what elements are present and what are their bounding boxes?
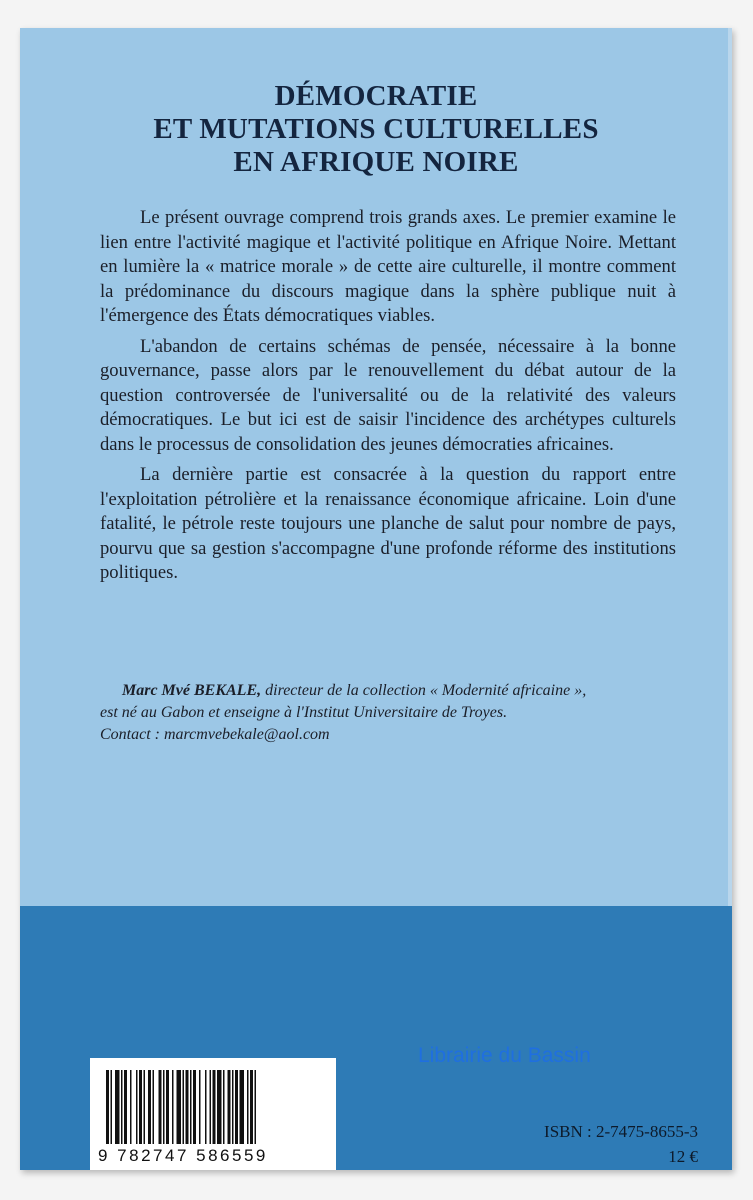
blurb [100, 206, 676, 592]
barcode-icon [106, 1070, 320, 1144]
barcode [90, 1058, 336, 1170]
author-name: Marc Mvé BEKALE, [122, 682, 262, 699]
price: 12 € [668, 1147, 698, 1166]
barcode-digits: 9 782747 586559 [98, 1146, 268, 1165]
blurb-paragraph-1: Le présent ouvrage comprend trois grands axes. Le premier examine le lien entre l'activité magique et l'activité politique en Afrique Noire. Mettant en lumière la « matrice morale » de cette aire culturelle, il montre comment la prédominance du discours magique dans la sphère publique nuit à l'émergence des États démocratiques viables. [100, 207, 676, 326]
author-contact: Contact : marcmvebekale@aol.com [100, 726, 330, 743]
blurb-paragraph-3: La dernière partie est consacrée à la question du rapport entre l'exploitation pétrolière et la renaissance économique africaine. Loin d'une fatalité, le pétrole reste toujours une planche de salut pour nombre de pays, pourvu que sa gestion s'accompagne d'une profonde réforme des institutions politiques. [100, 464, 676, 583]
author-bio [100, 680, 700, 746]
isbn: ISBN : 2-7475-8655-3 [544, 1122, 698, 1141]
blurb-paragraph-2: L'abandon de certains schémas de pensée, nécessaire à la bonne gouvernance, passe alors par le renouvellement du débat autour de la question controversée de l'universalité ou de la relativité des valeurs démocratiques. Le but ici est de saisir l'incidence des archétypes culturels dans le processus de consolidation des jeunes démocraties africaines. [100, 335, 676, 455]
author-line-2: est né au Gabon et enseigne à l'Institut Universitaire de Troyes. [100, 704, 508, 721]
author-role: directeur de la collection « Modernité africaine », [261, 682, 587, 699]
title-line-1: DÉMOCRATIE [274, 80, 478, 112]
author-line-1 [100, 680, 700, 702]
book-back-cover [20, 28, 732, 1170]
book-title [20, 80, 732, 179]
title-line-3: EN AFRIQUE NOIRE [233, 146, 519, 178]
watermark-text: Librairie du Bassin [418, 1044, 591, 1067]
title-line-2: ET MUTATIONS CULTURELLES [153, 113, 599, 145]
